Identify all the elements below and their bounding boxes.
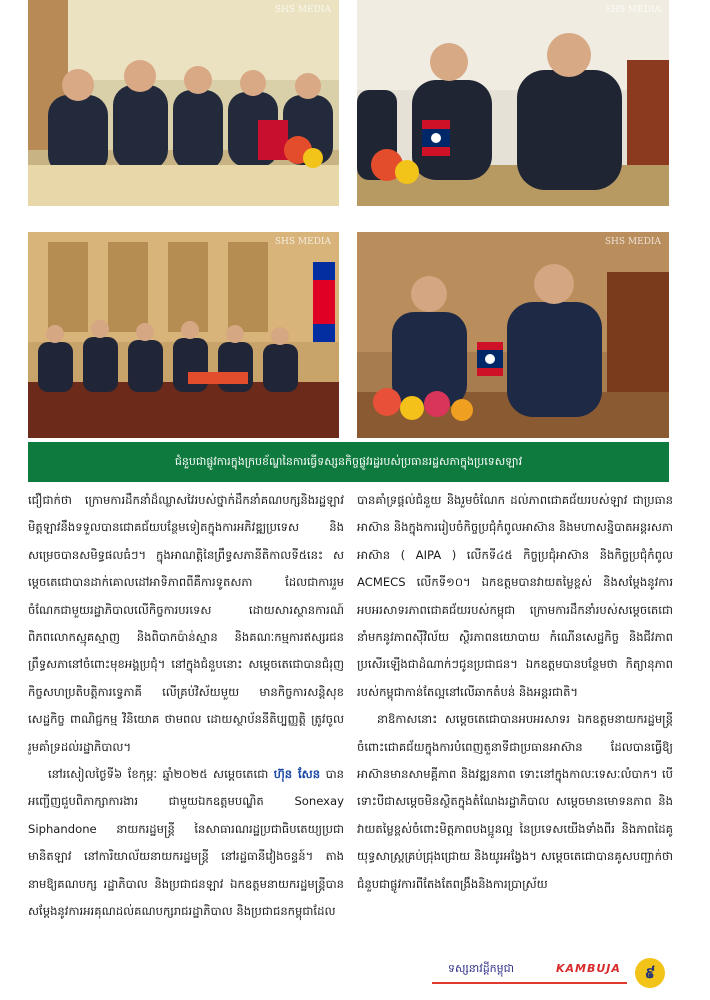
footer-rule — [432, 982, 627, 984]
magazine-title: ទស្សនាវដ្ដីកម្ពុជា — [448, 962, 515, 975]
article-paragraph: ជឿជាក់ថា ក្រោមការដឹកនាំដ៏ឈ្លាសវៃរបស់ថ្នាក់ដឹកនាំគណបក្សនិងរដ្ឋឡាវ មិត្តឡាវនឹងទទួលបានជោគជ័យបន្ថែមទៀតក្នុងការអភិវឌ្ឍប្រទេស និងសម្រេចបានសមិទ្ធផលធំៗ។ ក្នុងអាណត្តិនៃព្រឹទ្ធសភានីតិកាលទី៥នេះ សម្តេចតេជោបានដាក់គោលដៅអាទិភាពពីគឺការទូតសភា ដែលជាការរួមចំណែកជាមួយរដ្ឋាភិបាលលើកិច្ចការបរទេស ដោយសារស្ថានការណ៍ពិភពលោកស្មុគស្មាញ និងពិបាកប៉ាន់ស្មាន និងគណៈកម្មការឥស្សរជនព្រឹទ្ធសភានៅចំពោះមុខអង្គប្រជុំ។ នៅក្នុងជំនួបនោះ សម្តេចតេជោបានជំរុញកិច្ចសហប្រតិបត្តិការទ្វេភាគី លើគ្រប់វិស័យមួយ មានកិច្ចការសន្តិសុខ សេដ្ឋកិច្ច ពាណិជ្ជកម្ម វិនិយោគ ថាមពល ដោយស្ថាប័ននីតិប្បញ្ញត្តិ ត្រូវចូលរួមគាំទ្រដល់រដ្ឋាភិបាល។ — [28, 493, 344, 754]
watermark: SHS MEDIA — [604, 5, 661, 15]
article-text: នៅរសៀលថ្ងៃទី៦ ខែកុម្ភៈ ឆ្នាំ២០២៥ សម្តេចតេជោ — [48, 767, 269, 782]
page-footer — [432, 958, 672, 992]
photo-meeting-hall — [28, 232, 339, 438]
watermark: SHS MEDIA — [604, 237, 661, 247]
article-paragraph — [28, 761, 344, 925]
watermark: SHS MEDIA — [274, 237, 331, 247]
photo-lao-officials — [357, 232, 669, 438]
article-paragraph: នាឱកាសនោះ សម្តេចតេជោបានអបអរសាទរ ឯកឧត្តមនាយករដ្ឋមន្ត្រី ចំពោះជោគជ័យក្នុងការបំពេញតួនាទីជាប្រធានអាស៊ាន ដែលបានធ្វើឱ្យអាស៊ានមានសាមគ្គីភាព និងវឌ្ឍនភាព ទោះនៅក្នុងកាលៈទេសៈលំបាក។ បើទោះបីជាសម្តេចមិនស្ថិតក្នុងតំណែងរដ្ឋាភិបាល សម្តេចមានមោទនភាព និងវាយតម្លៃខ្ពស់ចំពោះមិត្តភាពបងប្អូនល្អ នៃប្រទេសយើងទាំងពីរ និងភាពដៃគូយុទ្ធសាស្ត្រគ្រប់ជ្រុងជ្រោយ និងយូរអង្វែង។ សម្តេចតេជោបានគូសបញ្ជាក់ថា ជំនួបជាផ្លូវការពីតែងតែពង្រឹងនិងការប្រាស្រ័យ — [357, 712, 673, 891]
article-paragraph: បានគាំទ្រផ្តល់ជំនួយ និងរួមចំណែក ដល់ភាពជោគជ័យរបស់ឡាវ ជាប្រធានអាស៊ាន និងក្នុងការរៀបចំកិច្ចប្រជុំកំពូលអាស៊ាន និងមហាសន្និបាតអន្តរសភាអាស៊ាន ( AIPA ) លើកទី៤៥ កិច្ចប្រជុំអាស៊ាន និងកិច្ចប្រជុំកំពូល ACMECS លើកទី១០។ ឯកឧត្តមបានវាយតម្លៃខ្ពស់ និងសម្តែងនូវការអបអរសាទរភាពជោគជ័យរបស់កម្ពុជា ក្រោមការដឹកនាំរបស់សម្តេចតេជោ នាំមកនូវភាពស៊ីវិល័យ ស្ថិរភាពនយោបាយ កំណើនសេដ្ឋកិច្ច និងជីវភាពប្រសើរឡើងជាដំណាក់ៗជូនប្រជាជន។ ឯកឧត្តមបានបន្ថែមថា កិត្យានុភាពរបស់កម្ពុជាកាន់តែល្អនៅលើឆាកតំបន់ និងអន្តរជាតិ។ — [357, 493, 673, 699]
magazine-brand: KAMBUJA — [556, 962, 621, 975]
highlighted-name: ហ៊ុន សែន — [273, 767, 321, 782]
photo-cambodian-delegation — [28, 0, 339, 206]
photo-caption-banner: ជំនួបជាផ្លូវការក្នុងក្របខ័ណ្ឌនៃការធ្វើទស្សនកិច្ចផ្លូវរដ្ឋរបស់ប្រធានរដ្ឋសភាក្នុងប្រទេសឡាវ — [28, 442, 669, 482]
article-right-column — [357, 487, 673, 953]
page-number-badge: ៩ — [635, 958, 665, 988]
watermark: SHS MEDIA — [274, 5, 331, 15]
article-left-column — [28, 487, 344, 953]
article-text: បានអញ្ជើញជួបពិភាក្សាការងារ ជាមួយឯកឧត្តមបណ្ឌិត Sonexay Siphandone នាយករដ្ឋមន្ត្រី នៃសាធារណរដ្ឋប្រជាធិបតេយ្យប្រជាមានិតឡាវ នៅការិយាល័យនាយករដ្ឋមន្ត្រី នៅរដ្ឋធានីវៀងចន្ទន៍។ តាងនាមឱ្យគណបក្ស រដ្ឋាភិបាល និងប្រជាជនឡាវ ឯកឧត្តមនាយករដ្ឋមន្ត្រីបានសម្តែងនូវការអរគុណដល់គណបក្សរាជរដ្ឋាភិបាល និងប្រជាជនកម្ពុជាដែល — [28, 767, 344, 919]
photo-lao-delegation — [357, 0, 669, 206]
